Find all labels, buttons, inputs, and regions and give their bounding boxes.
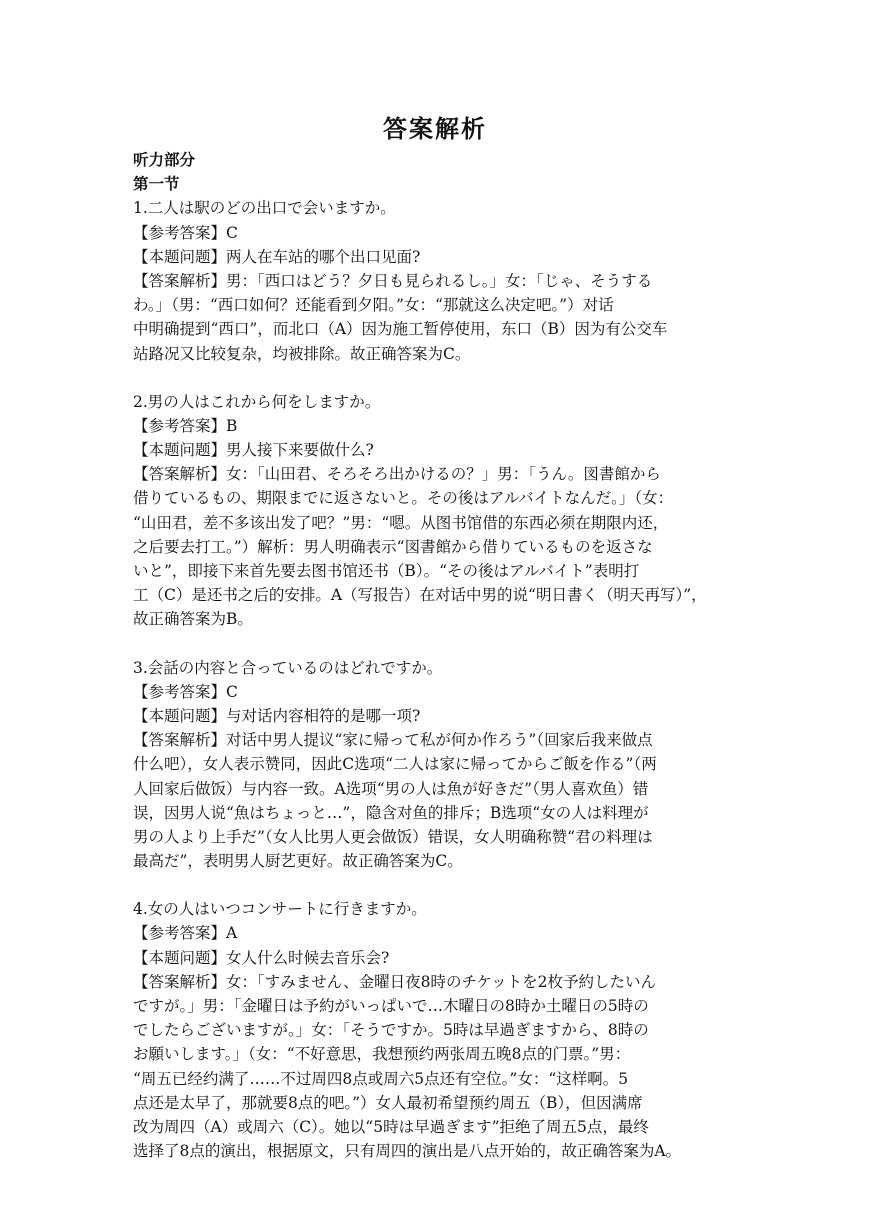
analysis-line: わ。」（男：“西口如何？还能看到夕阳。”女：“那就这么决定吧。”）对话 [133, 296, 614, 315]
question-text: 3.会話の内容と合っているのはどれですか。 [133, 658, 443, 677]
question-block-3 [133, 656, 741, 874]
paragraph-gap [133, 632, 741, 656]
analysis-line: “山田君，差不多该出发了吧？”男：“嗯。从图书馆借的东西必须在期限内还， [133, 513, 669, 532]
analysis-line: お願いします。」（女：“不好意思，我想预约两张周五晚8点的门票。”男： [133, 1045, 631, 1064]
question-block-2 [133, 390, 741, 632]
analysis-line: 借りているもの、期限までに返さないと。その後はアルバイトなんだ。」（女： [133, 489, 674, 508]
analysis-line: 站路况又比较复杂，均被排除。故正确答案为C。 [133, 344, 471, 363]
question-text: 1.二人は駅のどの出口で会いますか。 [133, 199, 396, 218]
analysis-line: 中明确提到“西口”，而北口（A）因为施工暂停使用，东口（B）因为有公交车 [133, 320, 668, 339]
question-translation: 【本题问题】与对话内容相符的是哪一项? [133, 706, 421, 725]
question-translation: 【本题问题】男人接下来要做什么? [133, 441, 374, 460]
analysis-line: 工（C）是还书之后的安排。A（写报告）在对话中男的说“明日書く（明天再写）”， [133, 586, 707, 605]
question-block-1 [133, 196, 741, 365]
analysis-line: 男の人より上手だ”（女人比男人更会做饭）错误，女人明确称赞“君の料理は [133, 827, 653, 846]
analysis-line: 之后要去打工。”）解析：男人明确表示“図書館から借りているものを返さな [133, 537, 653, 556]
analysis-line: 故正确答案为B。 [133, 610, 253, 629]
analysis-line: 【答案解析】女：「すみません、金曜日夜8時のチケットを2枚予約したいん [133, 972, 657, 991]
analysis-line: 【答案解析】女：「山田君、そろそろ出かけるの？」男：「うん。図書館から [133, 465, 661, 484]
analysis-line: 选择了8点的演出，根据原文，只有周四的演出是八点开始的，故正确答案为A。 [133, 1142, 682, 1161]
reference-answer: 【参考答案】A [133, 924, 238, 943]
analysis-line: 误，因男人说“魚はちょっと…”，隐含对鱼的排斥；B选项“女の人は料理が [133, 803, 649, 822]
analysis-line: 【答案解析】对话中男人提议“家に帰って私が何か作ろう”（回家后我来做点 [133, 731, 653, 750]
question-text: 4.女の人はいつコンサートに行きますか。 [133, 900, 427, 919]
analysis-line: いと”，即接下来首先要去图书馆还书（B）。“その後はアルバイト”表明打 [133, 562, 640, 580]
analysis-line: ですが。」男：「金曜日は予約がいっぱいで…木曜日の8時か土曜日の5時の [133, 997, 649, 1015]
analysis-line: 改为周四（A）或周六（C）。她以“5時は早過ぎます”拒绝了周五5点，最终 [133, 1117, 649, 1136]
paragraph-gap [133, 366, 741, 390]
analysis-line: 人回家后做饭）与内容一致。A选项“男の人は魚が好きだ”（男人喜欢鱼）错 [133, 779, 649, 798]
question-translation: 【本题问题】两人在车站的哪个出口见面? [133, 247, 421, 266]
analysis-line: 点还是太早了，那就要8点的吧。”）女人最初希望预约周五（B），但因满席 [133, 1093, 643, 1112]
analysis-line: “周五已经约满了……不过周四8点或周六5点还有空位。”女：“这样啊。5 [133, 1069, 629, 1088]
paragraph-gap [133, 873, 741, 897]
document-body [133, 148, 741, 1163]
analysis-line: 【答案解析】男：「西口はどう？夕日も見られるし。」女：「じゃ、そうする [133, 271, 653, 290]
analysis-line: でしたらございますが。」女：「そうですか。5時は早過ぎますから、8時の [133, 1021, 649, 1040]
analysis-line: 最高だ”，表明男人厨艺更好。故正确答案为C。 [133, 852, 463, 871]
question-translation: 【本题问题】女人什么时候去音乐会? [133, 948, 390, 967]
reference-answer: 【参考答案】C [133, 223, 238, 242]
section-heading: 听力部分 [133, 150, 196, 169]
reference-answer: 【参考答案】C [133, 682, 238, 701]
page-title: 答案解析 [383, 114, 487, 143]
question-text: 2.男の人はこれから何をしますか。 [133, 392, 381, 411]
analysis-line: 什么吧），女人表示赞同，因此C选项“二人は家に帰ってからご飯を作る”（两 [133, 755, 657, 774]
reference-answer: 【参考答案】B [133, 416, 238, 435]
subsection-heading: 第一节 [133, 174, 180, 194]
question-block-4 [133, 897, 741, 1163]
